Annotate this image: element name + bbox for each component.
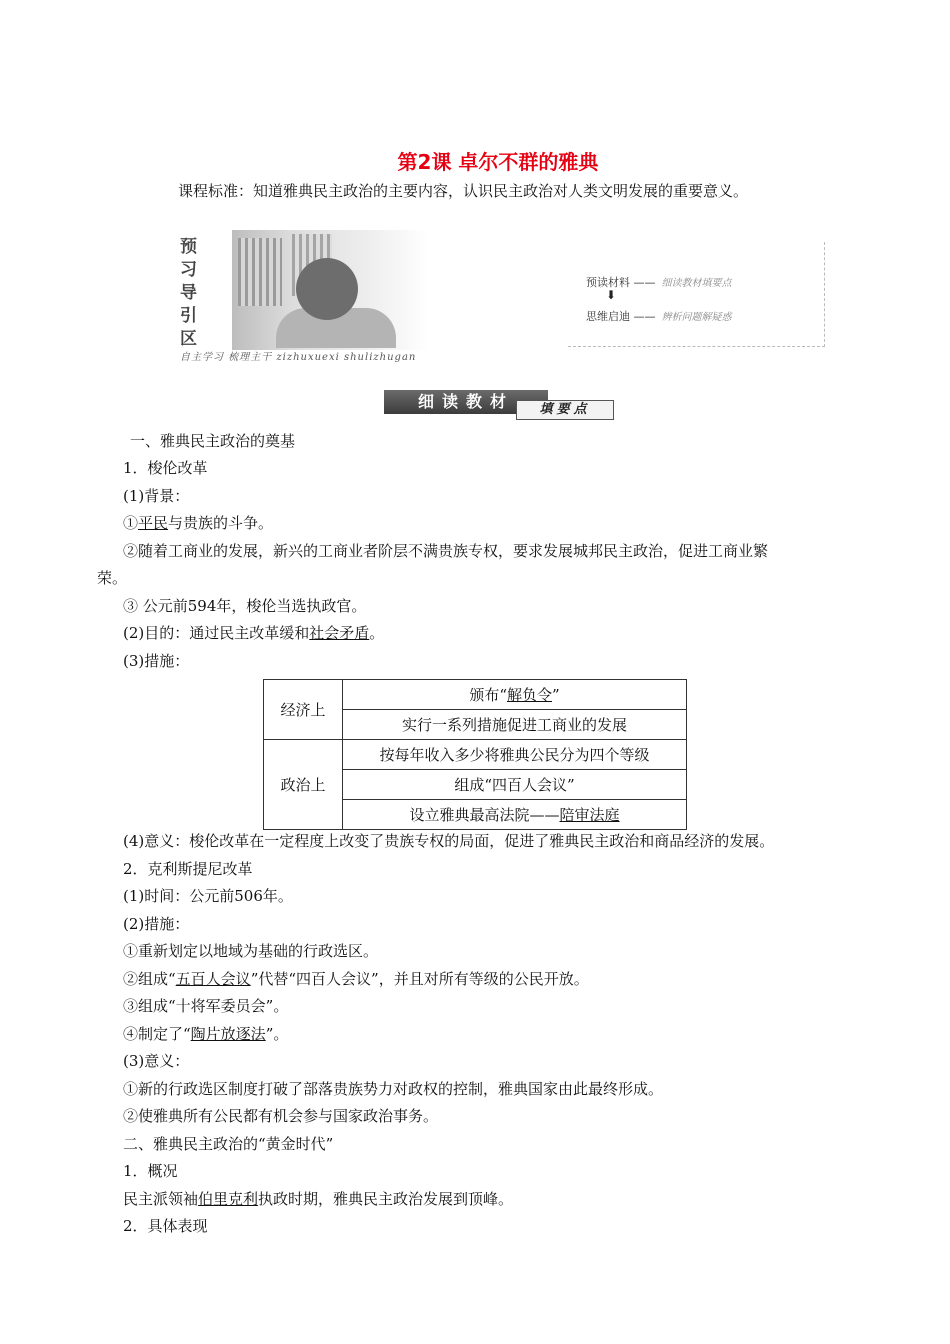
banner-row-hint: 细读教材填要点 [661, 278, 732, 289]
study-photo [232, 230, 428, 350]
body-line: ③ 公元前594年，梭伦当选执政官。 [123, 597, 367, 615]
table-cell [343, 800, 687, 830]
text-span: 民主派领袖 [123, 1190, 199, 1208]
text-span: 颁布“ [469, 686, 507, 704]
table-cell: 实行一系列措施促进工商业的发展 [343, 710, 687, 740]
text-span: ④制定了“ [123, 1025, 191, 1043]
banner-row-label: 思维启迪 —— [586, 310, 656, 323]
underlined-answer: 伯里克利 [198, 1190, 259, 1208]
subsection-heading: 1．概况 [123, 1162, 178, 1180]
text-span: ”代替“四百人会议”，并且对所有等级的公民开放。 [250, 970, 589, 988]
subsection-heading: 2．具体表现 [123, 1217, 208, 1235]
body-line: (4)意义：梭伦改革在一定程度上改变了贵族专权的局面，促进了雅典民主政治和商品经济的发展。 [123, 832, 775, 850]
body-line [123, 622, 384, 643]
section-heading: 一、雅典民主政治的奠基 [130, 432, 296, 450]
banner-side-label: 预习导引区 [180, 237, 197, 349]
text-span: 与贵族的斗争。 [168, 514, 274, 532]
underlined-answer: 社会矛盾 [309, 624, 370, 642]
section-heading: 二、雅典民主政治的“黄金时代” [123, 1135, 334, 1153]
body-line: ②随着工商业的发展，新兴的工商业者阶层不满贵族专权，要求发展城邦民主政治，促进工商业繁 [123, 542, 769, 560]
section-banner [384, 388, 612, 418]
table-category-cell: 经济上 [264, 680, 343, 740]
underlined-answer: 解负令 [506, 686, 552, 704]
banner-row-thinking [586, 308, 732, 324]
body-line: ①新的行政选区制度打破了部落贵族势力对政权的控制，雅典国家由此最终形成。 [123, 1080, 664, 1098]
body-line [123, 512, 273, 533]
text-span: ① [123, 514, 139, 532]
body-line [123, 1188, 513, 1209]
lesson-title: 第2课 卓尔不群的雅典 [397, 150, 599, 174]
measures-table [263, 679, 687, 830]
arrow-down-icon: ⬇ [606, 288, 617, 302]
underlined-answer: 五百人会议 [175, 970, 251, 988]
body-line: ③组成“十将军委员会”。 [123, 997, 289, 1015]
text-span: ” [552, 686, 560, 704]
table-row [264, 680, 687, 710]
underlined-answer: 陶片放逐法 [190, 1025, 266, 1043]
underlined-answer: 陪审法庭 [559, 806, 620, 824]
body-line: ②使雅典所有公民都有机会参与国家政治事务。 [123, 1107, 439, 1125]
banner-row-hint: 辨析问题解疑惑 [661, 312, 732, 323]
table-cell [343, 680, 687, 710]
table-cell: 组成“四百人会议” [343, 770, 687, 800]
text-span: (2)目的：通过民主改革缓和 [123, 624, 310, 642]
text-span: 。 [369, 624, 385, 642]
table-category-cell: 政治上 [264, 740, 343, 830]
section-banner-main: 细读教材 [384, 390, 548, 414]
bookshelf-image [238, 238, 282, 306]
text-span: ”。 [265, 1025, 289, 1043]
underlined-answer: 平民 [138, 514, 169, 532]
label-line: (1)背景： [123, 487, 190, 505]
body-line: ①重新划定以地域为基础的行政选区。 [123, 942, 379, 960]
preview-banner [176, 228, 830, 366]
banner-row-label: 预读材料 —— [586, 276, 656, 289]
text-span: ②组成“ [123, 970, 176, 988]
subsection-heading: 1．梭伦改革 [123, 459, 208, 477]
body-line: 荣。 [97, 569, 128, 587]
table-cell: 按每年收入多少将雅典公民分为四个等级 [343, 740, 687, 770]
student-head-image [296, 258, 358, 320]
section-banner-tail: 填要点 [516, 400, 614, 420]
body-line [123, 968, 589, 989]
banner-caption: 自主学习 梳理主干 zizhuxuexi shulizhugan [180, 352, 417, 363]
text-span: 设立雅典最高法院—— [409, 806, 560, 824]
label-line: (3)意义： [123, 1052, 190, 1070]
body-line: (1)时间：公元前506年。 [123, 887, 293, 905]
body-line [123, 1023, 288, 1044]
table-row [264, 740, 687, 770]
label-line: (3)措施： [123, 652, 190, 670]
text-span: 执政时期，雅典民主政治发展到顶峰。 [258, 1190, 514, 1208]
label-line: (2)措施： [123, 915, 190, 933]
curriculum-standard: 课程标准：知道雅典民主政治的主要内容，认识民主政治对人类文明发展的重要意义。 [178, 182, 749, 200]
subsection-heading: 2．克利斯提尼改革 [123, 860, 253, 878]
